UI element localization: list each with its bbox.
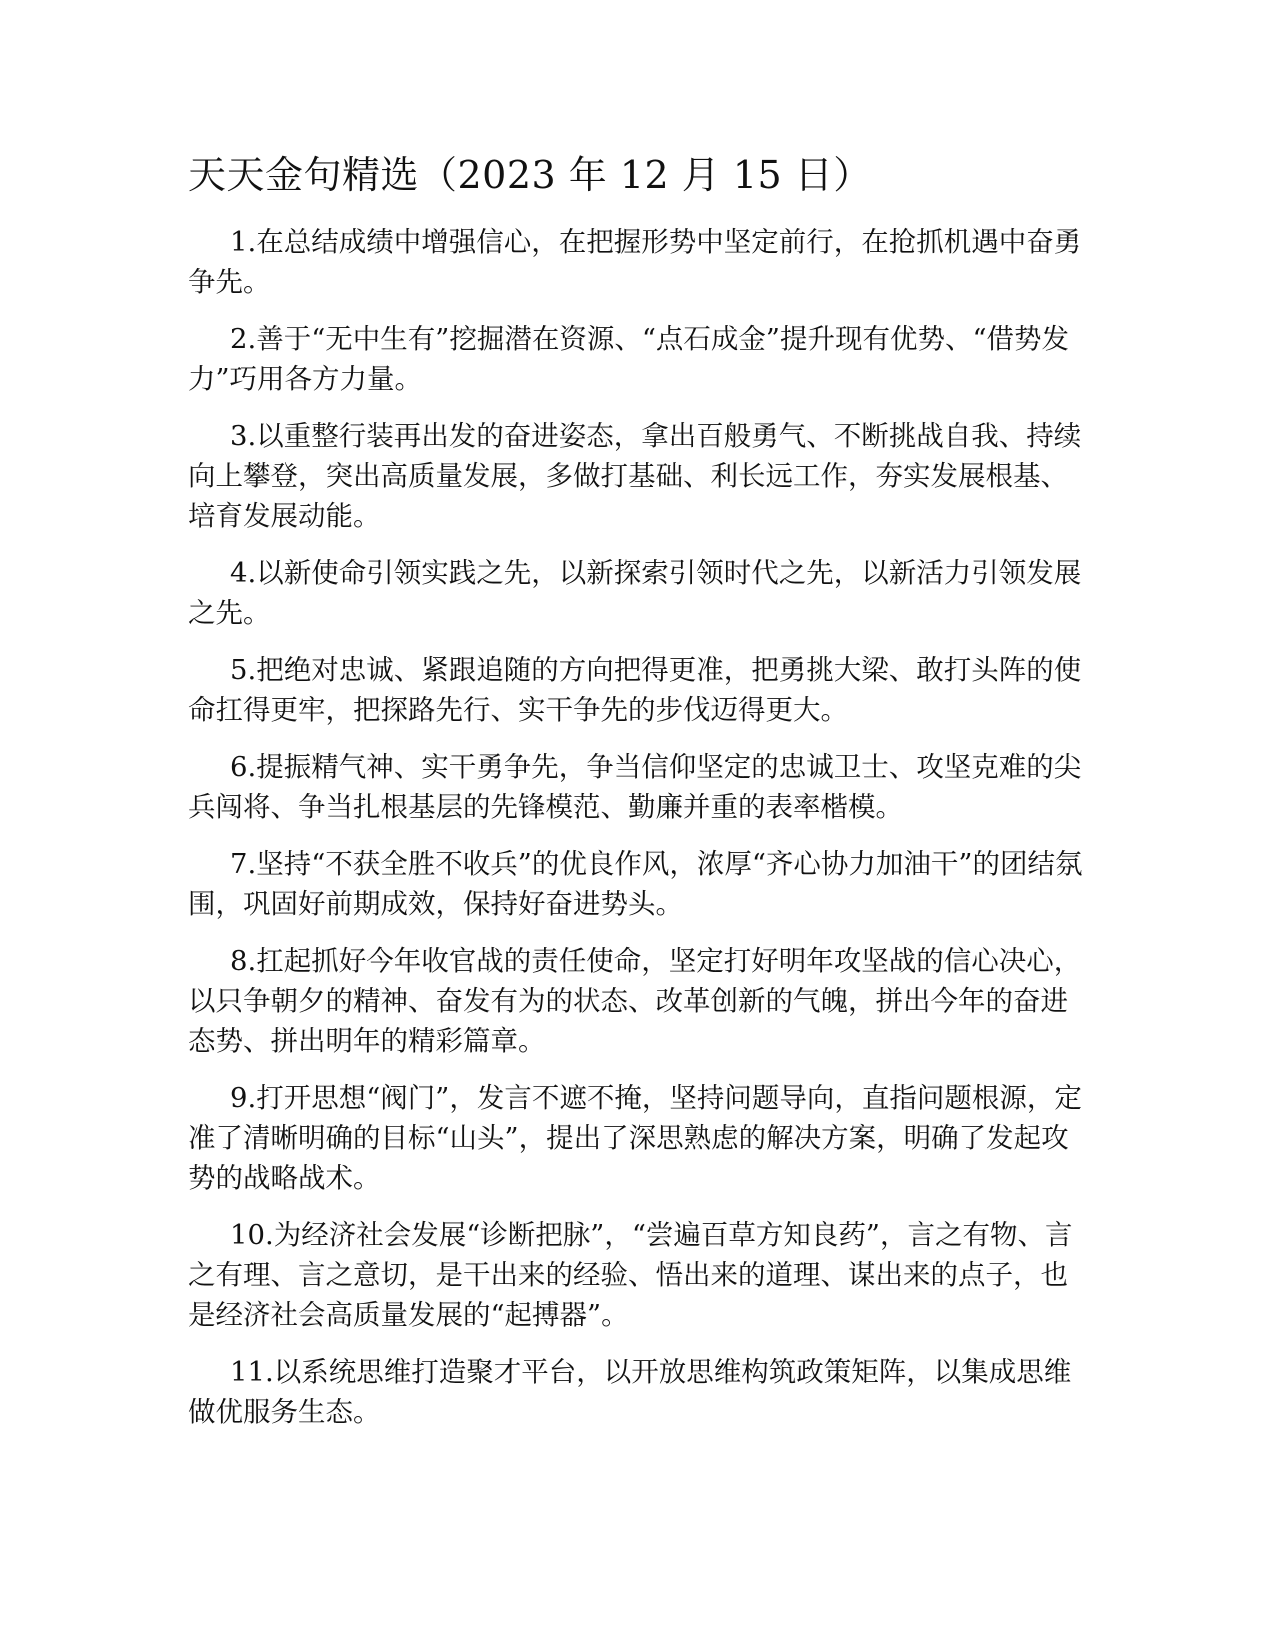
quote-item: 9.打开思想“阀门”，发言不遮不掩，坚持问题导向，直指问题根源，定准了清晰明确的目标“山头”，提出了深思熟虑的解决方案，明确了发起攻势的战略战术。 (188, 1082, 1082, 1194)
quote-item: 10.为经济社会发展“诊断把脉”，“尝遍百草方知良药”，言之有物、言之有理、言之意切，是干出来的经验、悟出来的道理、谋出来的点子，也是经济社会高质量发展的“起搏器”。 (188, 1219, 1073, 1331)
quote-item: 11.以系统思维打造聚才平台，以开放思维构筑政策矩阵，以集成思维做优服务生态。 (188, 1356, 1072, 1428)
document-page (188, 150, 1088, 1449)
quote-item: 6.提振精气神、实干勇争先，争当信仰坚定的忠诚卫士、攻坚克难的尖兵闯将、争当扎根基层的先锋模范、勤廉并重的表率楷模。 (188, 751, 1082, 823)
quote-item: 7.坚持“不获全胜不收兵”的优良作风，浓厚“齐心协力加油干”的团结氛围，巩固好前期成效，保持好奋进势头。 (188, 848, 1083, 920)
quote-item: 8.扛起抓好今年收官战的责任使命，坚定打好明年攻坚战的信心决心，以只争朝夕的精神、奋发有为的状态、改革创新的气魄，拼出今年的奋进态势、拼出明年的精彩篇章。 (188, 945, 1082, 1057)
document-title: 天天金句精选（2023 年 12 月 15 日） (188, 153, 872, 197)
quote-list (188, 222, 1088, 1432)
quote-item: 5.把绝对忠诚、紧跟追随的方向把得更准，把勇挑大梁、敢打头阵的使命扛得更牢，把探路先行、实干争先的步伐迈得更大。 (188, 654, 1082, 726)
quote-item: 3.以重整行装再出发的奋进姿态，拿出百般勇气、不断挑战自我、持续向上攀登，突出高质量发展，多做打基础、利长远工作，夯实发展根基、培育发展动能。 (188, 420, 1082, 532)
quote-item: 1.在总结成绩中增强信心，在把握形势中坚定前行，在抢抓机遇中奋勇争先。 (188, 226, 1082, 298)
quote-item: 2.善于“无中生有”挖掘潜在资源、“点石成金”提升现有优势、“借势发力”巧用各方力量。 (188, 323, 1070, 395)
quote-item: 4.以新使命引领实践之先，以新探索引领时代之先，以新活力引领发展之先。 (188, 557, 1082, 629)
